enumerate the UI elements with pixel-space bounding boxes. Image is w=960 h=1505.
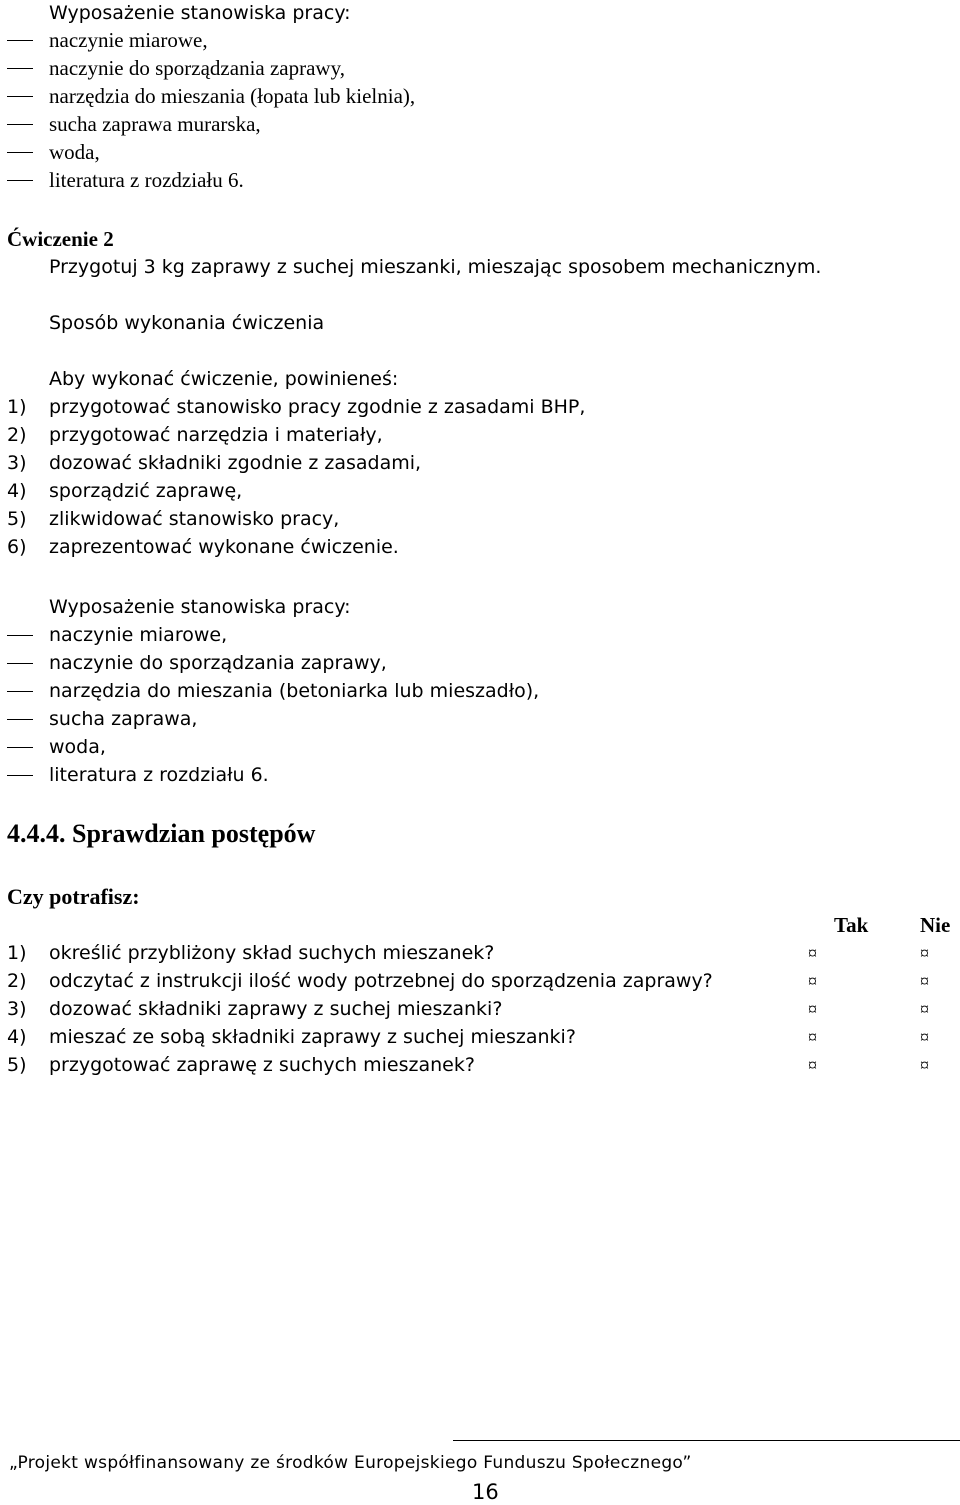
dash-icon bbox=[7, 691, 33, 692]
question-number: 3) bbox=[7, 998, 27, 1020]
steps-intro: Aby wykonać ćwiczenie, powinieneś: bbox=[49, 368, 399, 390]
step-number: 3) bbox=[7, 452, 27, 474]
checkbox-no[interactable]: ¤ bbox=[920, 1027, 929, 1047]
step-number: 6) bbox=[7, 536, 27, 558]
question-heading: Czy potrafisz: bbox=[7, 884, 140, 909]
question-text: odczytać z instrukcji ilość wody potrzebnej do sporządzenia zaprawy? bbox=[49, 970, 713, 992]
checkbox-no[interactable]: ¤ bbox=[920, 1055, 929, 1075]
equipment-item: woda, bbox=[49, 140, 100, 164]
equipment-item: literatura z rozdziału 6. bbox=[49, 764, 269, 786]
equipment-item: sucha zaprawa murarska, bbox=[49, 112, 261, 136]
step-number: 2) bbox=[7, 424, 27, 446]
equipment-item: naczynie do sporządzania zaprawy, bbox=[49, 56, 345, 80]
section-title: 4.4.4. Sprawdzian postępów bbox=[7, 819, 316, 848]
equipment-item: naczynie miarowe, bbox=[49, 624, 228, 646]
dash-icon bbox=[7, 719, 33, 720]
equipment-item: narzędzia do mieszania (betoniarka lub mieszadło), bbox=[49, 680, 540, 702]
step-text: przygotować narzędzia i materiały, bbox=[49, 424, 383, 446]
checkbox-yes[interactable]: ¤ bbox=[808, 1027, 817, 1047]
step-number: 4) bbox=[7, 480, 27, 502]
footer-text: „Projekt współfinansowany ze środków Europejskiego Funduszu Społecznego” bbox=[9, 1453, 692, 1473]
page-number: 16 bbox=[472, 1480, 499, 1504]
question-number: 4) bbox=[7, 1026, 27, 1048]
equipment-item: narzędzia do mieszania (łopata lub kielnia), bbox=[49, 84, 416, 108]
question-text: dozować składniki zaprawy z suchej mieszanki? bbox=[49, 998, 503, 1020]
dash-icon bbox=[7, 68, 33, 69]
method-heading: Sposób wykonania ćwiczenia bbox=[49, 312, 325, 334]
dash-icon bbox=[7, 747, 33, 748]
question-number: 1) bbox=[7, 942, 27, 964]
footer-divider bbox=[453, 1440, 960, 1441]
step-number: 1) bbox=[7, 396, 27, 418]
step-text: sporządzić zaprawę, bbox=[49, 480, 243, 502]
checkbox-yes[interactable]: ¤ bbox=[808, 999, 817, 1019]
col-no-header: Nie bbox=[920, 913, 951, 937]
dash-icon bbox=[7, 180, 33, 181]
equipment-heading-2: Wyposażenie stanowiska pracy: bbox=[49, 596, 351, 618]
equipment-item: woda, bbox=[49, 736, 106, 758]
checkbox-yes[interactable]: ¤ bbox=[808, 1055, 817, 1075]
question-text: mieszać ze sobą składniki zaprawy z suchej mieszanki? bbox=[49, 1026, 576, 1048]
exercise-title: Ćwiczenie 2 bbox=[7, 227, 114, 251]
equipment-item: naczynie miarowe, bbox=[49, 28, 208, 52]
checkbox-yes[interactable]: ¤ bbox=[808, 943, 817, 963]
checkbox-no[interactable]: ¤ bbox=[920, 999, 929, 1019]
equipment-heading-1: Wyposażenie stanowiska pracy: bbox=[49, 2, 351, 24]
question-number: 5) bbox=[7, 1054, 27, 1076]
question-text: przygotować zaprawę z suchych mieszanek? bbox=[49, 1054, 475, 1076]
equipment-item: literatura z rozdziału 6. bbox=[49, 168, 244, 192]
dash-icon bbox=[7, 124, 33, 125]
step-text: przygotować stanowisko pracy zgodnie z zasadami BHP, bbox=[49, 396, 586, 418]
exercise-description: Przygotuj 3 kg zaprawy z suchej mieszanki, mieszając sposobem mechanicznym. bbox=[49, 256, 822, 278]
step-text: dozować składniki zgodnie z zasadami, bbox=[49, 452, 422, 474]
dash-icon bbox=[7, 635, 33, 636]
dash-icon bbox=[7, 663, 33, 664]
col-yes-header: Tak bbox=[834, 913, 869, 937]
equipment-item: sucha zaprawa, bbox=[49, 708, 198, 730]
dash-icon bbox=[7, 775, 33, 776]
dash-icon bbox=[7, 40, 33, 41]
question-number: 2) bbox=[7, 970, 27, 992]
step-text: zaprezentować wykonane ćwiczenie. bbox=[49, 536, 399, 558]
dash-icon bbox=[7, 96, 33, 97]
checkbox-no[interactable]: ¤ bbox=[920, 943, 929, 963]
equipment-item: naczynie do sporządzania zaprawy, bbox=[49, 652, 387, 674]
question-text: określić przybliżony skład suchych mieszanek? bbox=[49, 942, 495, 964]
step-text: zlikwidować stanowisko pracy, bbox=[49, 508, 340, 530]
checkbox-no[interactable]: ¤ bbox=[920, 971, 929, 991]
dash-icon bbox=[7, 152, 33, 153]
step-number: 5) bbox=[7, 508, 27, 530]
checkbox-yes[interactable]: ¤ bbox=[808, 971, 817, 991]
